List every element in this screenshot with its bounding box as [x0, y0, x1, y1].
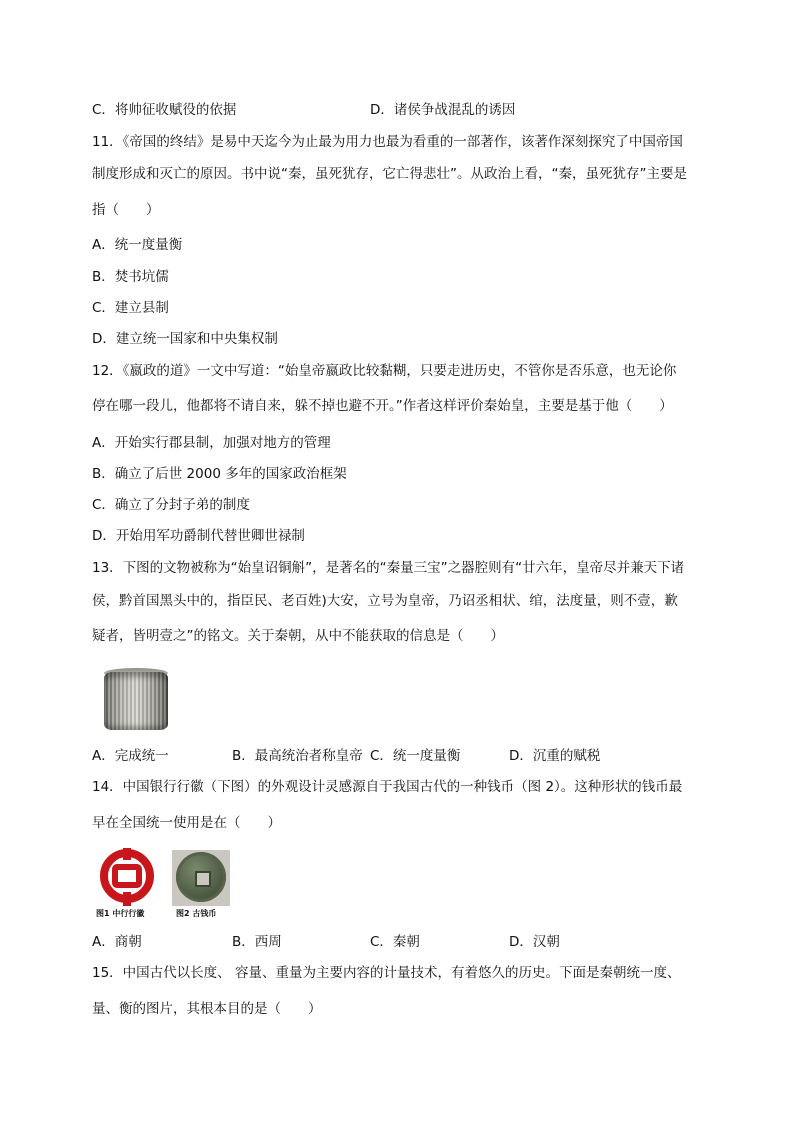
q11-stem-1: 11．《帝国的终结》是易中天迄今为止最为用力也最为看重的一部著作，该著作深刻探究了中国帝国	[92, 134, 683, 150]
q12-stem-1: 12．《嬴政的道》一文中写道：“始皇帝嬴政比较黏糊，只要走进历史，不管你是否乐意，也无论你	[92, 363, 677, 379]
bronze-vessel-photo	[104, 672, 168, 730]
q12-stem-2: 停在哪一段儿，他都将不请自来，躲不掉也避不开。”作者这样评价秦始皇，主要是基于他（ ）	[92, 398, 673, 414]
q10-option-c: C．将帅征收赋役的依据	[92, 102, 237, 118]
q11-stem-2: 制度形成和灭亡的原因。书中说“秦，虽死犹存，它亡得悲壮”。从政治上看，“秦，虽死犹存”主要是	[92, 166, 687, 182]
q11-option-c: C．建立县制	[92, 300, 169, 316]
q11-option-d: D．建立统一国家和中央集权制	[92, 331, 278, 347]
q13-option-d: D．沉重的赋税	[509, 748, 601, 764]
q14-option-b: B．西周	[232, 934, 282, 950]
q14-stem-2: 早在全国统一使用是在（ ）	[92, 815, 281, 831]
q11-option-b: B．焚书坑儒	[92, 269, 169, 285]
q14-option-a: A．商朝	[92, 934, 142, 950]
q12-option-c: C．确立了分封子弟的制度	[92, 497, 250, 513]
q13-option-b: B．最高统治者称皇帝	[232, 748, 363, 764]
figure1-caption: 图1 中行行徽	[96, 909, 145, 918]
q12-option-b: B．确立了后世 2000 多年的国家政治框架	[92, 466, 347, 482]
q11-stem-3: 指（ ）	[92, 202, 160, 218]
figure2-caption: 图2 古钱币	[176, 909, 217, 918]
q13-option-c: C．统一度量衡	[370, 748, 461, 764]
q15-stem-2: 量、衡的图片，其根本目的是（ ）	[92, 1001, 322, 1017]
q13-stem-1: 13．下图的文物被称为“始皇诏铜斛”，是著名的“秦量三宝”之器腔则有“廿六年，皇帝尽并兼天下诸	[92, 560, 685, 576]
q12-option-a: A．开始实行郡县制，加强对地方的管理	[92, 435, 331, 451]
q13-option-a: A．完成统一	[92, 748, 169, 764]
q14-stem-1: 14．中国银行行徽（下图）的外观设计灵感源自于我国古代的一种钱币（图 2）。这种形状的钱币最	[92, 779, 683, 795]
coin-square-hole	[195, 871, 211, 887]
q12-option-d: D．开始用军功爵制代替世卿世禄制	[92, 528, 305, 544]
bank-of-china-logo-icon	[94, 848, 160, 906]
q15-stem-1: 15．中国古代以长度、 容量、重量为主要内容的计量技术，有着悠久的历史。下面是秦朝统一度、	[92, 965, 681, 981]
q14-option-d: D．汉朝	[509, 934, 560, 950]
q14-option-c: C．秦朝	[370, 934, 420, 950]
q11-option-a: A．统一度量衡	[92, 237, 183, 253]
q13-stem-3: 疑者，皆明壹之”的铭文。关于秦朝，从中不能获取的信息是（ ）	[92, 628, 504, 644]
q10-option-d: D．诸侯争战混乱的诱因	[370, 102, 516, 118]
q13-stem-2: 侯，黔首国黑头中的，指臣民、老百姓)大安，立号为皇帝，乃诏丞相状、绾，法度量，则不壹，歉	[92, 593, 678, 609]
